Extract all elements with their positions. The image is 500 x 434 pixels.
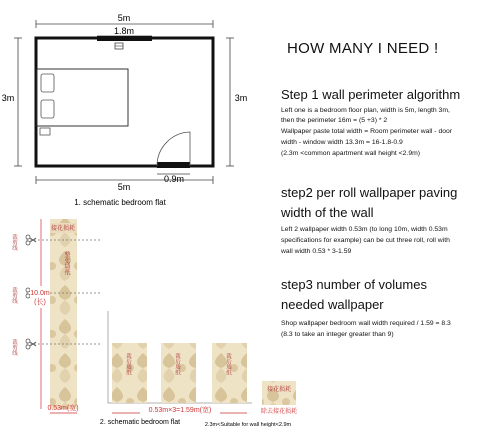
height-note: 2.3m<Suitable for wall height<2.9m — [204, 422, 292, 428]
step-2-line: specifications for example) can be cut three roll, roll with — [281, 237, 450, 245]
step-2-title-line: step2 per roll wallpaper paving — [281, 185, 458, 200]
headline: HOW MANY I NEED ! — [287, 40, 439, 57]
floor-plan-caption: 1. schematic bedroom flat — [74, 198, 166, 207]
panel-label: 裁后墙纸 — [125, 353, 131, 375]
step-3-title — [281, 275, 491, 315]
step-2-title — [281, 183, 491, 223]
step-1-line: Wallpaper paste total width = Room perimeter wall - door — [281, 128, 453, 136]
panels-width-label: 0.53m×3=1.59m(宽) — [148, 407, 212, 414]
roll-cut-diagram — [0, 215, 300, 434]
width-label: 5m — [117, 13, 131, 23]
cut-line-label: 裁剪线 — [11, 234, 17, 251]
floor-plan-diagram — [0, 0, 260, 215]
panel-label: 裁后墙纸 — [225, 353, 231, 375]
width-label: 0.53m(宽) — [47, 405, 79, 412]
left-height-label: 3m — [1, 93, 15, 103]
step-3-line: Shop wallpaper bedroom wall width required / 1.59 = 8.3 — [281, 320, 451, 328]
step-1-line: width - window width 13.3m = 16-1.8-0.9 — [281, 139, 403, 147]
panel-label: 裁后墙纸 — [174, 353, 180, 375]
step-1 — [281, 86, 491, 160]
cut-line-label: 裁剪线 — [11, 287, 17, 304]
step-2-line: wall width 0.53 * 3-1.59 — [281, 248, 352, 256]
step-1-title: Step 1 wall perimeter algorithm — [281, 87, 461, 102]
door — [157, 162, 190, 168]
length-sub-label: (长) — [34, 299, 46, 306]
step-2 — [281, 183, 491, 258]
bed — [37, 69, 128, 126]
loss-caption: 除去接花损耗 — [260, 409, 298, 415]
step-1-line: then the perimeter 16m = (5 +3) * 2 — [281, 117, 388, 125]
step-3-line: (8.3 to take an integer greater than 9) — [281, 331, 394, 339]
cut-line-label: 裁剪线 — [11, 339, 17, 356]
window — [97, 36, 152, 41]
step-2-line: Left 2 wallpaper width 0.53m (to long 10m, width 0.53m — [281, 226, 448, 234]
loss-strip — [262, 381, 296, 405]
bottom-width-label: 5m — [117, 182, 131, 192]
step-1-line: Left one is a bedroom floor plan, width is 5m, length 3m, — [281, 106, 450, 114]
window-label: 1.8m — [113, 26, 135, 36]
length-label: 10.0m — [30, 290, 50, 297]
step-3-title-line: step3 number of volumes — [281, 277, 427, 292]
step-3 — [281, 275, 491, 341]
loss-label: 接花损耗 — [266, 387, 292, 393]
step-3-title-line: needed wallpaper — [281, 297, 384, 313]
roll-top-label: 接花损耗 — [50, 226, 76, 232]
full-roll — [50, 219, 77, 409]
step-1-line: (2.3m <common apartment wall height <2.9m) — [281, 150, 421, 158]
step-2-title-line: width of the wall — [281, 205, 374, 221]
right-height-label: 3m — [234, 93, 248, 103]
roll-diagram-caption: 2. schematic bedroom flat — [99, 419, 181, 426]
door-label: 0.9m — [163, 174, 185, 184]
roll-strip-label: 整张墙纸 — [63, 251, 69, 275]
